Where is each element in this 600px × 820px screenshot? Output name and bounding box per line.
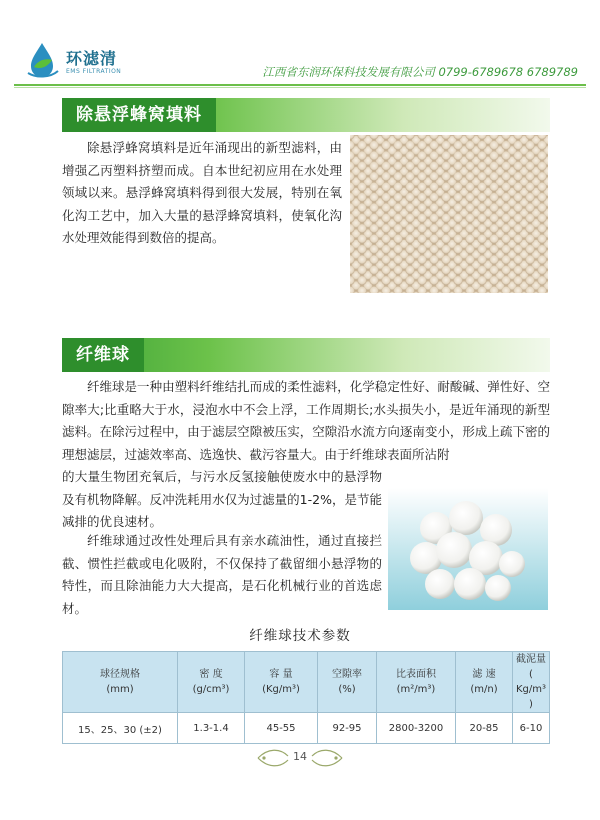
- header-sludge-capacity: 截泥量 ( Kg/m³ ): [513, 652, 550, 713]
- section-title-fiber-ball: [62, 338, 550, 372]
- header-divider-light: [14, 87, 586, 88]
- header-porosity: 空隙率 (%): [318, 652, 377, 713]
- header-capacity: 容 量 (Kg/m³): [245, 652, 318, 713]
- page-footer: [250, 744, 350, 772]
- fiber-ball-description: 纤维球是一种由塑料纤维结扎而成的柔性滤料，化学稳定性好、耐酸碱、弹性好、空隙率大;比重略大于水，浸泡水中不会上浮，工作周期长;水头损失小，是近年涌现的新型滤料。在除污过程中，由于滤层空隙被压实，空隙沿水流方向逐南变小，形成上疏下密的理想滤层，过滤效率高、选逸快、截污容量大。由于纤维球表面所沾附: [62, 379, 550, 462]
- table-header-row: [63, 652, 550, 713]
- cell-diameter: 15、25、30 (±2): [63, 713, 178, 744]
- header-density: 密 度 (g/cm³): [178, 652, 245, 713]
- header-filter-speed: 滤 速 (m/n): [456, 652, 513, 713]
- cell-porosity: 92-95: [318, 713, 377, 744]
- section-title-label: 纤维球: [62, 338, 144, 372]
- cell-density: 1.3-1.4: [178, 713, 245, 744]
- logo-subtitle: EMS FILTRATION: [66, 68, 122, 75]
- fiber-ball-description-cont: 的大量生物团充氧后，与污水反氢接触使废水中的悬浮物及有机物降解。反冲洗耗用水仅为过滤量的1-2%，是节能减排的优良速材。: [62, 469, 382, 529]
- page-number: 14: [293, 750, 307, 763]
- fiber-ball-modified-description: 纤维球通过改性处理后具有亲水疏油性，通过直接拦截、惯性拦截或电化吸附，不仅保持了截留细小悬浮物的特性，而且除油能力大大提高，是石化机械行业的首选虑材。: [62, 533, 382, 616]
- table-row: [63, 713, 550, 744]
- cell-surface-area: 2800-3200: [377, 713, 456, 744]
- company-contact-line: 江西省东润环保科技发展有限公司 0799-6789678 6789789: [262, 65, 578, 79]
- logo-name: 环滤清: [66, 49, 118, 68]
- cell-sludge-capacity: 6-10: [513, 713, 550, 744]
- header-diameter: 球径规格 (mm): [63, 652, 178, 713]
- fiber-ball-photo: [388, 488, 548, 610]
- spec-table-title: 纤维球技术参数: [249, 628, 351, 644]
- cell-filter-speed: 20-85: [456, 713, 513, 744]
- company-logo: [22, 40, 142, 84]
- section-title-honeycomb: [62, 98, 550, 132]
- header-divider: [14, 84, 586, 86]
- page-header: [0, 0, 600, 90]
- water-drop-leaf-icon: [22, 40, 62, 80]
- section-title-label: 除悬浮蜂窝填料: [62, 98, 216, 132]
- cell-capacity: 45-55: [245, 713, 318, 744]
- honeycomb-description: 除悬浮蜂窝填料是近年涌现出的新型滤料，由增强乙丙塑料挤塑而成。自本世纪初应用在水处理领域以来。悬浮蜂窝填料得到很大发展，特别在氧化沟工艺中，加入大量的悬浮蜂窝填料，使氧化沟水处理效能得到数倍的提高。: [62, 140, 342, 245]
- fiber-ball-spec-table: [62, 651, 550, 744]
- honeycomb-filler-photo: [350, 135, 548, 293]
- header-surface-area: 比表面积 (m²/m³): [377, 652, 456, 713]
